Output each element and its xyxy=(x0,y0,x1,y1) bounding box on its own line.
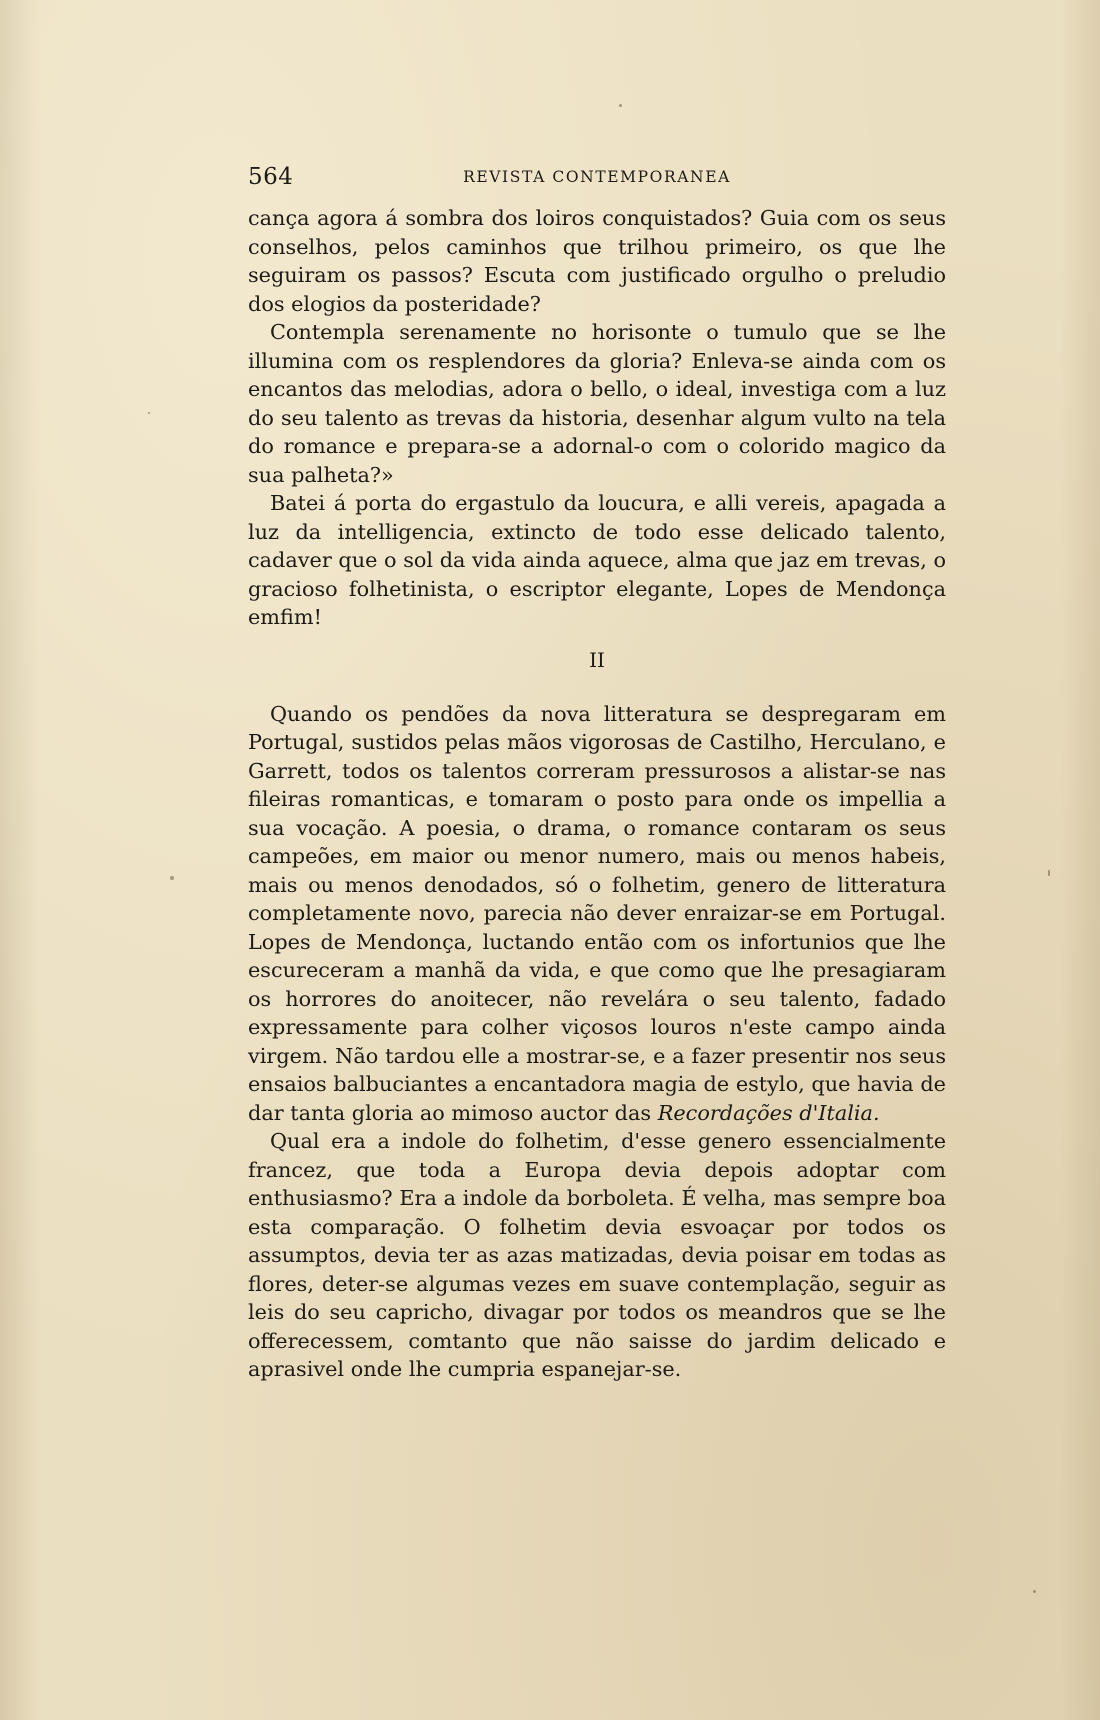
paragraph-continuation: cança agora á sombra dos loiros conquistados? Guia com os seus conselhos, pelos caminhos que trilhou primeiro, os que lhe seguiram os passos? Escuta com justificado orgulho o preludio dos elogios da posteridade? xyxy=(248,206,946,316)
running-title: REVISTA CONTEMPORANEA xyxy=(463,168,731,186)
paragraph: Qual era a indole do folhetim, d'esse genero essencialmente francez, que toda a Europa devia depois adoptar com enthusiasmo? Era a indole da borboleta. É velha, mas sempre boa esta comparação. O folhetim devia esvoaçar por todos os assumptos, devia ter as azas matizadas, devia poisar em todas as flores, deter-se algumas vezes em suave contemplação, seguir as leis do seu capricho, divagar por todos os meandros que se lhe offerecessem, comtanto que não saisse do jardim delicado e aprasivel onde lhe cumpria espanejar-se. xyxy=(248,1129,946,1381)
paragraph: Contempla serenamente no horisonte o tumulo que se lhe illumina com os resplendores da gloria? Enleva-se ainda com os encantos das melodias, adora o bello, o ideal, investiga com a luz do seu talento as trevas da historia, desenhar algum vulto na tela do romance e prepara-se a adornal-o com o colorido magico da sua palheta?» xyxy=(248,320,946,487)
page-header xyxy=(248,164,946,190)
paragraph xyxy=(248,700,946,1128)
paper-speck xyxy=(148,412,150,414)
page-number: 564 xyxy=(248,164,294,190)
paper-speck xyxy=(170,876,174,880)
paper-speck xyxy=(619,104,622,107)
paragraph: Batei á porta do ergastulo da loucura, e alli vereis, apagada a luz da intelligencia, extincto de todo esse delicado talento, cadaver que o sol da vida ainda aquece, alma que jaz em trevas, o gracioso folhetinista, o escriptor elegante, Lopes de Mendonça emfim! xyxy=(248,491,946,629)
paper-speck xyxy=(1048,870,1050,876)
paper-speck xyxy=(1033,1590,1036,1593)
paragraph-text: Quando os pendões da nova litteratura se despregaram em Portugal, sustidos pelas mãos vigorosas de Castilho, Herculano, e Garrett, todos os talentos correram pressurosos a alistar-se nas fileiras romanticas, e tomaram o posto para onde os impellia a sua vocação. A poesia, o drama, o romance contaram os seus campeões, em maior ou menor numero, mais ou menos habeis, mais ou menos denodados, só o folhetim, genero de litteratura completamente novo, parecia não dever enraizar-se em Portugal. Lopes de Mendonça, luctando então com os infortunios que lhe escureceram a manhã da vida, e que como que lhe presagiaram os horrores do anoitecer, não revelára o seu talento, fadado expressamente para colher viçosos louros n'este campo ainda virgem. Não tardou elle a mostrar-se, e a fazer presentir nos seus ensaios balbuciantes a encantadora magia de estylo, que havia de dar tanta gloria ao mimoso auctor das xyxy=(248,701,946,1125)
book-title-italic: Recordações d'Italia. xyxy=(657,1100,880,1125)
body-text xyxy=(248,204,946,1384)
section-numeral: II xyxy=(589,647,605,672)
